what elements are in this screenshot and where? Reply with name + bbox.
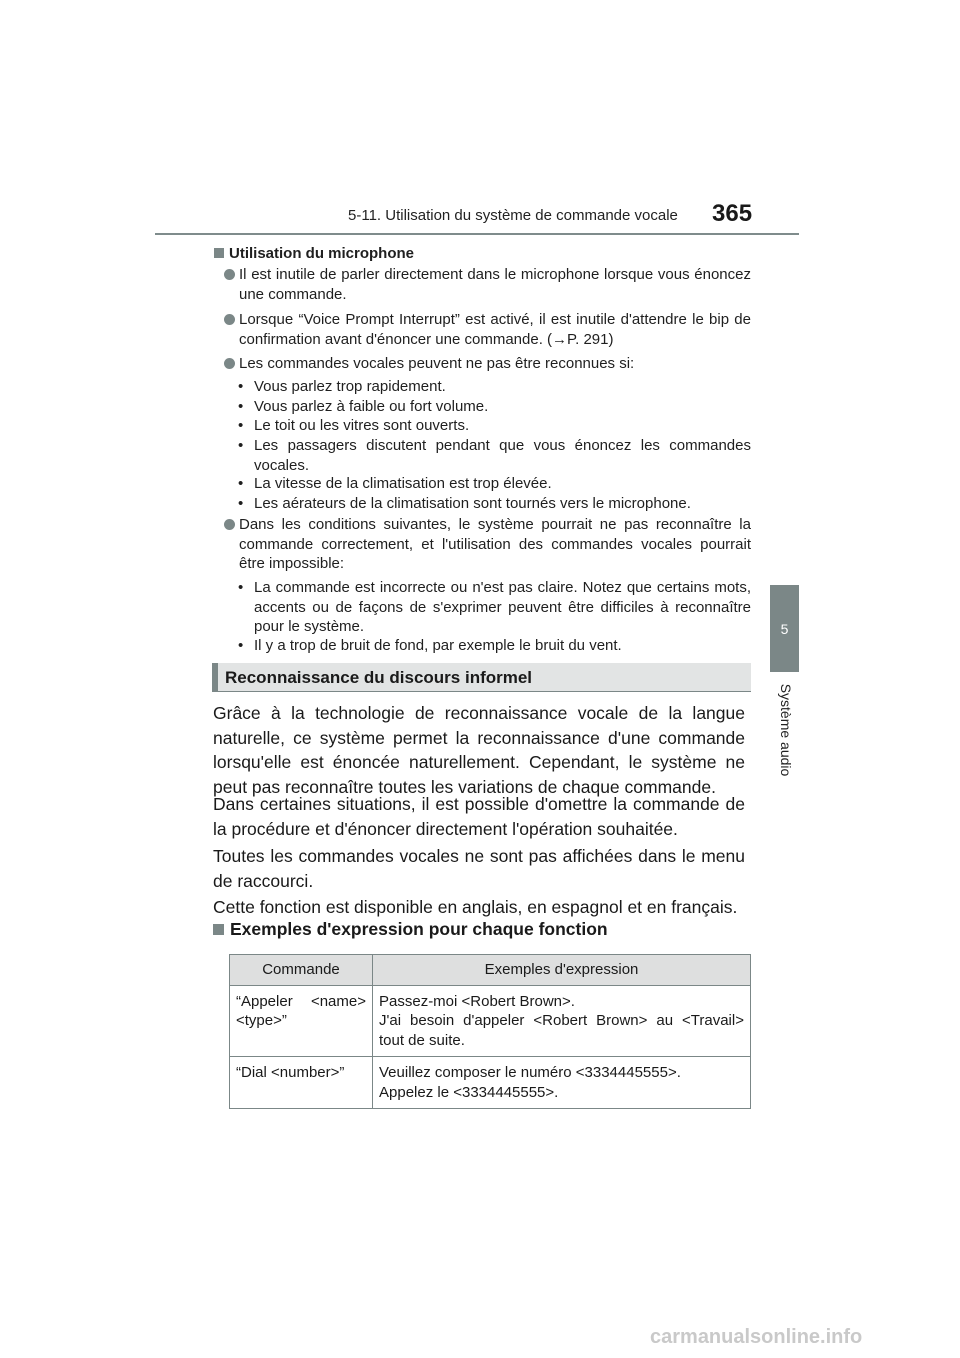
list-item [224,515,751,574]
sub-bullet [238,377,751,397]
sub-bullet-text: La vitesse de la climatisation est trop élevée. [254,475,552,492]
section-heading-rule [212,691,751,692]
paragraph: Dans certaines situations, il est possible d'omettre la commande de la procédure et d'énoncer directement l'opération souhaitée. [213,794,745,839]
bullet-icon: • [238,495,244,512]
running-header-section: 5-11. Utilisation du système de commande vocale [348,207,678,224]
sub-bullet-text: Les passagers discutent pendant que vous énoncez les commandes vocales. [254,437,751,474]
section-heading-label: Reconnaissance du discours informel [225,668,533,687]
table-row [230,985,751,1057]
examples-cell [373,1057,751,1109]
sub-bullet [238,474,751,494]
section-heading [212,663,751,692]
square-bullet-icon [213,924,224,935]
sub-bullet-text: Les aérateurs de la climatisation sont tournés vers le microphone. [254,495,691,512]
circle-bullet-icon [224,519,235,530]
column-header: Commande [230,955,373,986]
table-header-row [230,955,751,986]
chapter-label: Système audio [777,683,794,776]
page-number: 365 [712,200,753,227]
table-row [230,1057,751,1109]
examples-heading [213,919,608,940]
list-item [224,354,751,374]
watermark: carmanualsonline.info [650,1326,863,1348]
column-header: Exemples d'expression [373,955,751,986]
examples-heading-label: Exemples d'expression pour chaque fonction [230,919,608,939]
paragraph: Grâce à la technologie de reconnaissance vocale de la langue naturelle, ce système permet la reconnaissance d'une commande lorsqu'elle est énoncée naturellement. Cependant, le système ne peut pas reconnaître toutes les variations de chaque commande. [213,703,745,797]
sub-bullet [238,397,751,417]
bullet-icon: • [238,637,244,654]
sub-bullet [238,494,751,514]
list-item [224,265,751,304]
paragraph: Cette fonction est disponible en anglais, en espagnol et en français. [213,897,738,917]
examples-cell [373,985,751,1057]
sub-bullet-text: La commande est incorrecte ou n'est pas claire. Notez que certains mots, accents ou de façons de s'exprimer peuvent être difficiles à reconnaître pour le système. [254,579,751,635]
sub-bullet-text: Vous parlez trop rapidement. [254,378,446,395]
command-cell: “Dial <number>” [230,1057,373,1109]
heading-accent-bar [212,663,218,692]
square-bullet-icon [214,248,224,258]
chapter-label-container [771,672,800,787]
mic-subheading-label: Utilisation du microphone [229,245,415,262]
mic-subheading [214,244,414,264]
circle-bullet-icon [224,358,235,369]
sub-bullet [238,636,751,656]
example-line: Veuillez composer le numéro <3334445555>. [379,1064,681,1081]
paragraph: Toutes les commandes vocales ne sont pas affichées dans le menu de raccourci. [213,846,745,891]
chapter-tab [770,585,799,672]
example-line: Appelez le <3334445555>. [379,1083,559,1101]
list-item-text: Dans les conditions suivantes, le système pourrait ne pas reconnaître la commande correctement, et l'utilisation des commandes vocales pourrait être impossible: [239,516,751,572]
circle-bullet-icon [224,269,235,280]
bullet-icon: • [238,475,244,492]
list-item-text: Les commandes vocales peuvent ne pas être reconnues si: [239,355,635,372]
example-line: J'ai besoin d'appeler <Robert Brown> au <Travail> tout de suite. [379,1012,744,1049]
examples-table [229,954,751,1109]
bullet-icon: • [238,378,244,395]
header-divider [155,233,799,235]
chapter-number: 5 [780,620,789,637]
list-item-text: Lorsque “Voice Prompt Interrupt” est activé, il est inutile d'attendre le bip de confirmation avant d'énoncer une commande. (→P. 291) [239,311,751,348]
sub-bullet-text: Vous parlez à faible ou fort volume. [254,398,489,415]
list-item-text: Il est inutile de parler directement dans le microphone lorsque vous énoncez une commande. [239,266,751,303]
bullet-icon: • [238,417,244,434]
bullet-icon: • [238,579,244,596]
sub-bullet-text: Le toit ou les vitres sont ouverts. [254,417,470,434]
command-cell: “Appeler <name> <type>” [230,985,373,1057]
sub-bullet [238,578,751,637]
bullet-icon: • [238,437,244,454]
sub-bullet [238,436,751,475]
example-line: Passez-moi <Robert Brown>. [379,992,575,1010]
sub-bullet [238,416,751,436]
circle-bullet-icon [224,314,235,325]
sub-bullet-text: Il y a trop de bruit de fond, par exemple le bruit du vent. [254,637,622,654]
list-item [224,310,751,349]
bullet-icon: • [238,398,244,415]
